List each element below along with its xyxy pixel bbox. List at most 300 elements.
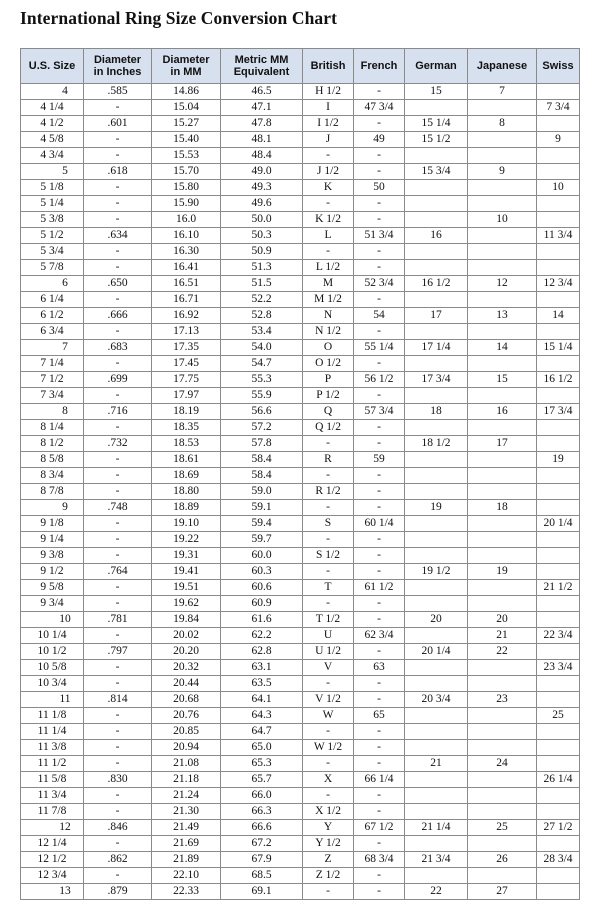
cell-british: S xyxy=(303,516,354,532)
column-header-french: French xyxy=(354,49,405,84)
cell-swiss: 22 3/4 xyxy=(537,628,580,644)
cell-british: O 1/2 xyxy=(303,356,354,372)
cell-german xyxy=(405,484,468,500)
table-row xyxy=(21,276,580,292)
cell-british: Z 1/2 xyxy=(303,868,354,884)
cell-japanese: 13 xyxy=(468,308,537,324)
cell-diameter-inches: - xyxy=(84,452,152,468)
cell-japanese xyxy=(468,324,537,340)
cell-diameter-mm: 15.70 xyxy=(152,164,221,180)
cell-swiss: 23 3/4 xyxy=(537,660,580,676)
cell-japanese: 15 xyxy=(468,372,537,388)
cell-french: - xyxy=(354,84,405,100)
cell-british: N 1/2 xyxy=(303,324,354,340)
cell-diameter-inches: - xyxy=(84,100,152,116)
cell-french: 63 xyxy=(354,660,405,676)
table-row xyxy=(21,420,580,436)
cell-british: I xyxy=(303,100,354,116)
cell-french: 68 3/4 xyxy=(354,852,405,868)
cell-french: - xyxy=(354,548,405,564)
cell-us-size: 11 5/8 xyxy=(21,772,84,788)
cell-diameter-mm: 17.35 xyxy=(152,340,221,356)
cell-us-size: 4 1/4 xyxy=(21,100,84,116)
cell-diameter-mm: 15.80 xyxy=(152,180,221,196)
cell-japanese: 22 xyxy=(468,644,537,660)
cell-german: 20 1/4 xyxy=(405,644,468,660)
cell-japanese: 25 xyxy=(468,820,537,836)
cell-metric-mm: 67.9 xyxy=(221,852,303,868)
table-row xyxy=(21,388,580,404)
cell-swiss xyxy=(537,676,580,692)
cell-diameter-mm: 19.10 xyxy=(152,516,221,532)
cell-metric-mm: 50.9 xyxy=(221,244,303,260)
cell-metric-mm: 63.5 xyxy=(221,676,303,692)
cell-french: - xyxy=(354,868,405,884)
cell-swiss xyxy=(537,724,580,740)
cell-diameter-mm: 16.0 xyxy=(152,212,221,228)
cell-british: L xyxy=(303,228,354,244)
cell-german: 20 xyxy=(405,612,468,628)
cell-swiss xyxy=(537,596,580,612)
cell-diameter-inches: - xyxy=(84,676,152,692)
table-row xyxy=(21,500,580,516)
cell-japanese xyxy=(468,228,537,244)
cell-swiss xyxy=(537,244,580,260)
cell-british: - xyxy=(303,148,354,164)
cell-us-size: 12 xyxy=(21,820,84,836)
cell-us-size: 11 1/4 xyxy=(21,724,84,740)
cell-swiss: 28 3/4 xyxy=(537,852,580,868)
cell-french: - xyxy=(354,164,405,180)
cell-french: 50 xyxy=(354,180,405,196)
cell-diameter-inches: .634 xyxy=(84,228,152,244)
cell-diameter-mm: 21.30 xyxy=(152,804,221,820)
cell-diameter-mm: 15.53 xyxy=(152,148,221,164)
cell-french: 59 xyxy=(354,452,405,468)
cell-japanese xyxy=(468,548,537,564)
cell-swiss xyxy=(537,884,580,900)
cell-us-size: 9 1/2 xyxy=(21,564,84,580)
cell-french: - xyxy=(354,676,405,692)
cell-german xyxy=(405,356,468,372)
cell-diameter-mm: 20.02 xyxy=(152,628,221,644)
cell-german: 21 1/4 xyxy=(405,820,468,836)
cell-french: - xyxy=(354,388,405,404)
cell-diameter-mm: 20.76 xyxy=(152,708,221,724)
cell-diameter-mm: 22.10 xyxy=(152,868,221,884)
cell-metric-mm: 66.3 xyxy=(221,804,303,820)
table-row xyxy=(21,676,580,692)
cell-metric-mm: 59.4 xyxy=(221,516,303,532)
column-header-japanese: Japanese xyxy=(468,49,537,84)
cell-japanese: 20 xyxy=(468,612,537,628)
table-row xyxy=(21,196,580,212)
cell-japanese: 27 xyxy=(468,884,537,900)
cell-british: J xyxy=(303,132,354,148)
cell-french: 57 3/4 xyxy=(354,404,405,420)
cell-french: - xyxy=(354,116,405,132)
cell-swiss: 12 3/4 xyxy=(537,276,580,292)
cell-diameter-mm: 20.44 xyxy=(152,676,221,692)
cell-british: Z xyxy=(303,852,354,868)
cell-diameter-inches: - xyxy=(84,868,152,884)
cell-german: 20 3/4 xyxy=(405,692,468,708)
cell-swiss xyxy=(537,836,580,852)
cell-swiss xyxy=(537,644,580,660)
cell-us-size: 9 1/8 xyxy=(21,516,84,532)
cell-diameter-inches: - xyxy=(84,484,152,500)
cell-british: V 1/2 xyxy=(303,692,354,708)
cell-us-size: 7 1/2 xyxy=(21,372,84,388)
cell-japanese xyxy=(468,260,537,276)
cell-diameter-mm: 14.86 xyxy=(152,84,221,100)
cell-german: 16 xyxy=(405,228,468,244)
cell-us-size: 9 1/4 xyxy=(21,532,84,548)
cell-british: P 1/2 xyxy=(303,388,354,404)
cell-japanese: 16 xyxy=(468,404,537,420)
cell-german xyxy=(405,868,468,884)
cell-french: - xyxy=(354,724,405,740)
cell-us-size: 5 1/8 xyxy=(21,180,84,196)
table-row xyxy=(21,740,580,756)
cell-french: - xyxy=(354,468,405,484)
cell-metric-mm: 58.4 xyxy=(221,452,303,468)
cell-swiss: 9 xyxy=(537,132,580,148)
cell-swiss xyxy=(537,324,580,340)
cell-french: 56 1/2 xyxy=(354,372,405,388)
cell-swiss: 14 xyxy=(537,308,580,324)
cell-japanese: 10 xyxy=(468,212,537,228)
cell-metric-mm: 54.7 xyxy=(221,356,303,372)
cell-french: - xyxy=(354,196,405,212)
column-header-metric-mm: Metric MM Equivalent xyxy=(221,49,303,84)
cell-french: - xyxy=(354,884,405,900)
cell-diameter-mm: 17.75 xyxy=(152,372,221,388)
cell-swiss xyxy=(537,388,580,404)
cell-french: - xyxy=(354,292,405,308)
cell-metric-mm: 49.6 xyxy=(221,196,303,212)
cell-metric-mm: 67.2 xyxy=(221,836,303,852)
cell-swiss xyxy=(537,740,580,756)
column-header-german: German xyxy=(405,49,468,84)
cell-diameter-mm: 19.22 xyxy=(152,532,221,548)
cell-us-size: 10 1/2 xyxy=(21,644,84,660)
table-row xyxy=(21,516,580,532)
cell-diameter-mm: 18.69 xyxy=(152,468,221,484)
cell-swiss xyxy=(537,564,580,580)
cell-metric-mm: 59.7 xyxy=(221,532,303,548)
cell-diameter-inches: - xyxy=(84,292,152,308)
cell-japanese: 12 xyxy=(468,276,537,292)
cell-german: 18 1/2 xyxy=(405,436,468,452)
table-header-row xyxy=(21,49,580,84)
cell-us-size: 7 1/4 xyxy=(21,356,84,372)
cell-us-size: 5 3/8 xyxy=(21,212,84,228)
cell-diameter-inches: .666 xyxy=(84,308,152,324)
cell-french: - xyxy=(354,500,405,516)
cell-diameter-inches: - xyxy=(84,596,152,612)
cell-british: J 1/2 xyxy=(303,164,354,180)
cell-diameter-inches: - xyxy=(84,196,152,212)
cell-metric-mm: 47.1 xyxy=(221,100,303,116)
cell-diameter-mm: 17.45 xyxy=(152,356,221,372)
cell-french: 61 1/2 xyxy=(354,580,405,596)
cell-us-size: 11 1/2 xyxy=(21,756,84,772)
cell-japanese: 23 xyxy=(468,692,537,708)
cell-us-size: 5 3/4 xyxy=(21,244,84,260)
cell-japanese: 26 xyxy=(468,852,537,868)
cell-swiss: 16 1/2 xyxy=(537,372,580,388)
cell-swiss: 21 1/2 xyxy=(537,580,580,596)
cell-german xyxy=(405,452,468,468)
cell-british: X xyxy=(303,772,354,788)
cell-british: - xyxy=(303,596,354,612)
table-row xyxy=(21,436,580,452)
cell-diameter-inches: - xyxy=(84,180,152,196)
cell-british: - xyxy=(303,564,354,580)
cell-british: W 1/2 xyxy=(303,740,354,756)
cell-diameter-inches: - xyxy=(84,804,152,820)
cell-us-size: 10 3/4 xyxy=(21,676,84,692)
cell-swiss xyxy=(537,468,580,484)
cell-diameter-inches: .797 xyxy=(84,644,152,660)
cell-diameter-mm: 19.51 xyxy=(152,580,221,596)
table-row xyxy=(21,228,580,244)
table-row xyxy=(21,356,580,372)
cell-japanese xyxy=(468,676,537,692)
cell-japanese xyxy=(468,836,537,852)
cell-french: 49 xyxy=(354,132,405,148)
cell-diameter-mm: 18.89 xyxy=(152,500,221,516)
cell-german xyxy=(405,292,468,308)
cell-swiss: 7 3/4 xyxy=(537,100,580,116)
cell-us-size: 8 1/2 xyxy=(21,436,84,452)
cell-us-size: 4 5/8 xyxy=(21,132,84,148)
cell-french: - xyxy=(354,692,405,708)
table-row xyxy=(21,612,580,628)
cell-french: 51 3/4 xyxy=(354,228,405,244)
cell-french: - xyxy=(354,420,405,436)
cell-british: - xyxy=(303,436,354,452)
cell-metric-mm: 60.0 xyxy=(221,548,303,564)
cell-swiss: 25 xyxy=(537,708,580,724)
cell-us-size: 11 3/4 xyxy=(21,788,84,804)
cell-us-size: 9 3/8 xyxy=(21,548,84,564)
cell-french: - xyxy=(354,484,405,500)
cell-japanese: 24 xyxy=(468,756,537,772)
table-row xyxy=(21,804,580,820)
cell-diameter-mm: 16.71 xyxy=(152,292,221,308)
cell-german xyxy=(405,676,468,692)
cell-us-size: 10 xyxy=(21,612,84,628)
cell-us-size: 8 7/8 xyxy=(21,484,84,500)
cell-diameter-inches: .748 xyxy=(84,500,152,516)
column-header-diameter-inches: Diameter in Inches xyxy=(84,49,152,84)
cell-metric-mm: 50.0 xyxy=(221,212,303,228)
cell-us-size: 10 5/8 xyxy=(21,660,84,676)
cell-diameter-inches: .830 xyxy=(84,772,152,788)
cell-british: T xyxy=(303,580,354,596)
cell-german xyxy=(405,324,468,340)
cell-diameter-mm: 17.97 xyxy=(152,388,221,404)
cell-metric-mm: 62.8 xyxy=(221,644,303,660)
cell-diameter-mm: 19.84 xyxy=(152,612,221,628)
cell-british: V xyxy=(303,660,354,676)
cell-diameter-inches: - xyxy=(84,628,152,644)
cell-diameter-inches: .732 xyxy=(84,436,152,452)
cell-japanese xyxy=(468,452,537,468)
table-row xyxy=(21,692,580,708)
cell-british: R xyxy=(303,452,354,468)
cell-british: - xyxy=(303,196,354,212)
cell-diameter-inches: .601 xyxy=(84,116,152,132)
table-row xyxy=(21,164,580,180)
cell-us-size: 12 3/4 xyxy=(21,868,84,884)
cell-british: R 1/2 xyxy=(303,484,354,500)
cell-metric-mm: 53.4 xyxy=(221,324,303,340)
cell-metric-mm: 60.9 xyxy=(221,596,303,612)
table-row xyxy=(21,548,580,564)
cell-british: - xyxy=(303,788,354,804)
cell-us-size: 4 1/2 xyxy=(21,116,84,132)
cell-us-size: 11 xyxy=(21,692,84,708)
cell-metric-mm: 58.4 xyxy=(221,468,303,484)
cell-diameter-inches: .618 xyxy=(84,164,152,180)
cell-british: N xyxy=(303,308,354,324)
cell-german xyxy=(405,148,468,164)
cell-swiss xyxy=(537,804,580,820)
cell-british: - xyxy=(303,676,354,692)
cell-french: - xyxy=(354,148,405,164)
cell-british: M 1/2 xyxy=(303,292,354,308)
cell-french: - xyxy=(354,740,405,756)
cell-swiss xyxy=(537,292,580,308)
cell-metric-mm: 68.5 xyxy=(221,868,303,884)
cell-british: - xyxy=(303,500,354,516)
cell-german: 19 xyxy=(405,500,468,516)
cell-swiss: 20 1/4 xyxy=(537,516,580,532)
cell-metric-mm: 62.2 xyxy=(221,628,303,644)
cell-metric-mm: 64.1 xyxy=(221,692,303,708)
cell-us-size: 9 5/8 xyxy=(21,580,84,596)
page-title: International Ring Size Conversion Chart xyxy=(20,8,338,28)
cell-japanese xyxy=(468,772,537,788)
cell-british: K 1/2 xyxy=(303,212,354,228)
cell-diameter-mm: 21.89 xyxy=(152,852,221,868)
table-row xyxy=(21,484,580,500)
cell-diameter-inches: - xyxy=(84,388,152,404)
cell-diameter-mm: 15.04 xyxy=(152,100,221,116)
table-row xyxy=(21,532,580,548)
cell-metric-mm: 50.3 xyxy=(221,228,303,244)
cell-british: K xyxy=(303,180,354,196)
cell-diameter-inches: .683 xyxy=(84,340,152,356)
cell-french: - xyxy=(354,756,405,772)
cell-metric-mm: 64.3 xyxy=(221,708,303,724)
cell-british: H 1/2 xyxy=(303,84,354,100)
cell-german xyxy=(405,532,468,548)
cell-us-size: 5 7/8 xyxy=(21,260,84,276)
cell-metric-mm: 49.3 xyxy=(221,180,303,196)
cell-german: 15 1/2 xyxy=(405,132,468,148)
cell-us-size: 8 5/8 xyxy=(21,452,84,468)
cell-japanese xyxy=(468,468,537,484)
cell-diameter-inches: - xyxy=(84,532,152,548)
cell-german xyxy=(405,420,468,436)
table-row xyxy=(21,724,580,740)
cell-british: - xyxy=(303,468,354,484)
cell-german: 15 1/4 xyxy=(405,116,468,132)
cell-french: - xyxy=(354,260,405,276)
cell-german: 21 3/4 xyxy=(405,852,468,868)
cell-swiss: 27 1/2 xyxy=(537,820,580,836)
cell-swiss xyxy=(537,484,580,500)
cell-french: 66 1/4 xyxy=(354,772,405,788)
cell-metric-mm: 51.5 xyxy=(221,276,303,292)
table-row xyxy=(21,404,580,420)
cell-diameter-mm: 16.30 xyxy=(152,244,221,260)
cell-diameter-mm: 18.80 xyxy=(152,484,221,500)
cell-british: I 1/2 xyxy=(303,116,354,132)
table-row xyxy=(21,564,580,580)
cell-metric-mm: 52.8 xyxy=(221,308,303,324)
cell-french: - xyxy=(354,804,405,820)
column-header-diameter-mm: Diameter in MM xyxy=(152,49,221,84)
cell-french: - xyxy=(354,532,405,548)
cell-swiss xyxy=(537,756,580,772)
cell-diameter-inches: - xyxy=(84,580,152,596)
table-row xyxy=(21,180,580,196)
cell-french: 62 3/4 xyxy=(354,628,405,644)
cell-british: - xyxy=(303,244,354,260)
cell-swiss xyxy=(537,692,580,708)
column-header-us-size: U.S. Size xyxy=(21,49,84,84)
cell-diameter-mm: 16.41 xyxy=(152,260,221,276)
cell-us-size: 11 1/8 xyxy=(21,708,84,724)
cell-swiss xyxy=(537,116,580,132)
cell-us-size: 9 xyxy=(21,500,84,516)
cell-french: 67 1/2 xyxy=(354,820,405,836)
cell-japanese: 19 xyxy=(468,564,537,580)
cell-german: 17 3/4 xyxy=(405,372,468,388)
cell-diameter-inches: - xyxy=(84,788,152,804)
cell-diameter-mm: 19.62 xyxy=(152,596,221,612)
table-row xyxy=(21,260,580,276)
cell-french: - xyxy=(354,244,405,260)
cell-german: 17 xyxy=(405,308,468,324)
table-row xyxy=(21,852,580,868)
table-body xyxy=(21,84,580,900)
cell-metric-mm: 57.8 xyxy=(221,436,303,452)
cell-french: - xyxy=(354,436,405,452)
cell-us-size: 11 7/8 xyxy=(21,804,84,820)
table-row xyxy=(21,708,580,724)
cell-swiss xyxy=(537,500,580,516)
table-row xyxy=(21,292,580,308)
cell-swiss xyxy=(537,612,580,628)
cell-japanese xyxy=(468,180,537,196)
cell-german xyxy=(405,596,468,612)
table-row xyxy=(21,756,580,772)
cell-british: T 1/2 xyxy=(303,612,354,628)
cell-french: 65 xyxy=(354,708,405,724)
cell-swiss: 17 3/4 xyxy=(537,404,580,420)
cell-japanese xyxy=(468,420,537,436)
table-row xyxy=(21,468,580,484)
cell-swiss xyxy=(537,356,580,372)
cell-german xyxy=(405,468,468,484)
ring-size-table xyxy=(20,48,580,900)
